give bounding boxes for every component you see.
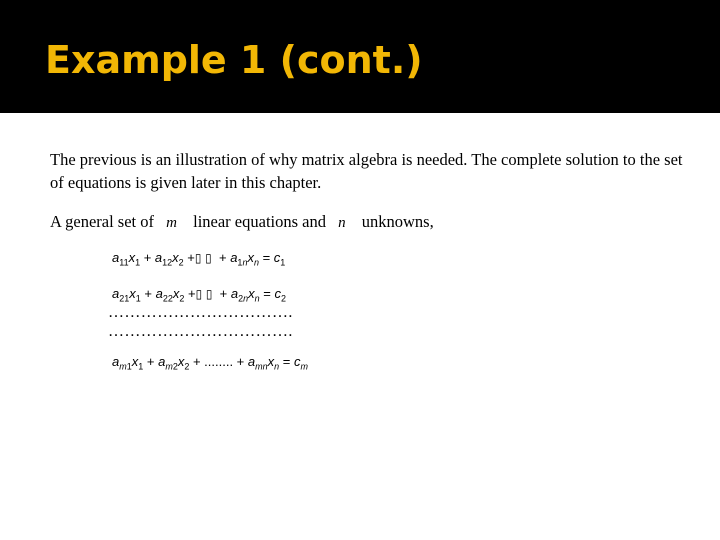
slide-title: Example 1 (cont.): [45, 38, 423, 82]
ellipsis-row-1: …………………………….: [108, 304, 293, 321]
equation-row-2: $a_{21}x_1 + a_{22}x_2$ +▯ ▯ + $a_{2n}x_n = c_2$: [112, 286, 286, 304]
general-set-sentence: [50, 212, 434, 232]
intro-paragraph: The previous is an illustration of why matrix algebra is needed. The complete solution to the set of equations is given later in this chapter.: [50, 150, 683, 192]
ellipsis-row-2: …………………………….: [108, 323, 293, 340]
equation-row-m: $a_{m1}x_1 + a_{m2}x_2$ + ........ + $a_{mn}x_n = c_m$: [112, 354, 308, 372]
general-suffix: unknowns,: [361, 212, 434, 231]
general-prefix: A general set of: [50, 212, 155, 231]
variable-n: n: [338, 215, 346, 231]
equation-row-1: $a_{11}x_1 + a_{12}x_2$ +▯ ▯ + $a_{1n}x_n = c_1$: [112, 250, 286, 268]
general-mid: linear equations and: [193, 212, 326, 231]
title-bar: [0, 0, 720, 113]
variable-m: m: [166, 215, 177, 231]
